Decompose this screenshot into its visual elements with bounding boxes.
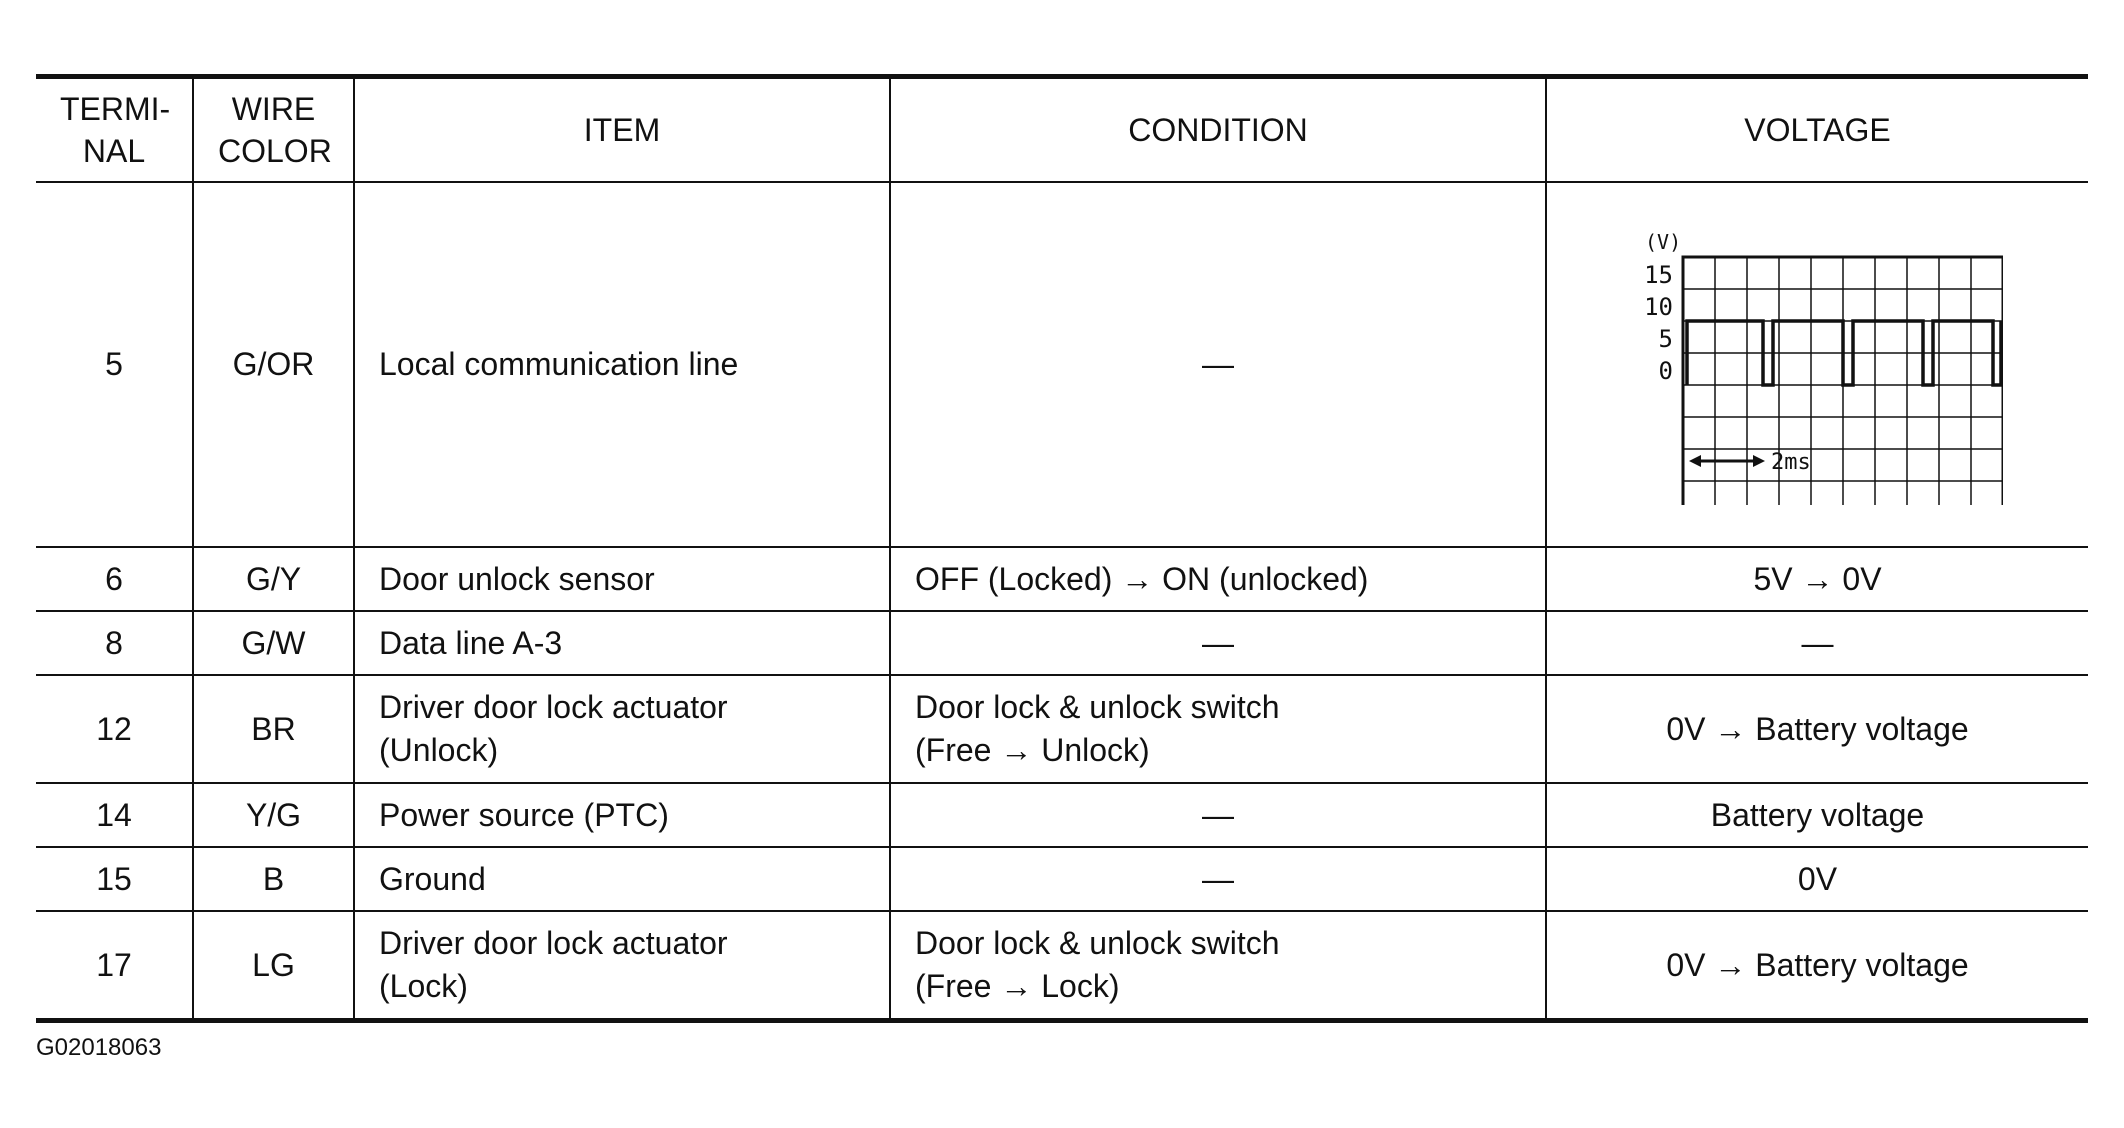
y-tick-10: 10 xyxy=(1643,292,1673,321)
time-scale-arrow-icon xyxy=(1689,455,1765,467)
item-cell: Local communication line xyxy=(354,182,890,547)
terminal-cell: 15 xyxy=(36,847,193,911)
item-cell: Door unlock sensor xyxy=(354,547,890,611)
header-wire-color-line2: COLOR xyxy=(218,133,332,169)
time-scale-label: 2ms xyxy=(1770,449,1811,475)
voltage-cell: 0V → Battery voltage xyxy=(1546,911,2088,1021)
table-row xyxy=(36,847,2088,911)
condition-cell: — xyxy=(890,611,1546,675)
terminal-cell: 8 xyxy=(36,611,193,675)
terminal-cell: 5 xyxy=(36,182,193,547)
condition-line1: Door lock & unlock switch xyxy=(915,689,1280,725)
wire-color-cell: G/W xyxy=(193,611,354,675)
condition-cell: — xyxy=(890,783,1546,847)
condition-cell: — xyxy=(890,847,1546,911)
header-terminal-line1: TERMI- xyxy=(60,91,171,127)
header-voltage: VOLTAGE xyxy=(1546,77,2088,183)
y-tick-15: 15 xyxy=(1643,260,1673,289)
wire-color-cell: B xyxy=(193,847,354,911)
table-row xyxy=(36,611,2088,675)
terminal-cell: 6 xyxy=(36,547,193,611)
condition-cell: OFF (Locked) → ON (unlocked) xyxy=(890,547,1546,611)
header-row xyxy=(36,77,2088,183)
voltage-cell: 0V → Battery voltage xyxy=(1546,675,2088,783)
table-row xyxy=(36,182,2088,547)
voltage-cell: Battery voltage xyxy=(1546,783,2088,847)
table-row xyxy=(36,783,2088,847)
item-cell xyxy=(354,675,890,783)
oscilloscope-waveform xyxy=(1633,225,2003,505)
terminal-cell: 12 xyxy=(36,675,193,783)
table-row xyxy=(36,547,2088,611)
terminal-voltage-table xyxy=(36,74,2088,1023)
item-cell: Data line A-3 xyxy=(354,611,890,675)
header-terminal-line2: NAL xyxy=(82,133,146,169)
wire-color-cell: G/OR xyxy=(193,182,354,547)
item-line1: Driver door lock actuator xyxy=(379,925,728,961)
item-cell: Power source (PTC) xyxy=(354,783,890,847)
terminal-cell: 17 xyxy=(36,911,193,1021)
item-line2: (Unlock) xyxy=(379,732,499,768)
header-wire-color xyxy=(193,77,354,183)
voltage-cell: 0V xyxy=(1546,847,2088,911)
condition-cell xyxy=(890,911,1546,1021)
table-row xyxy=(36,911,2088,1021)
y-tick-0: 0 xyxy=(1658,356,1673,385)
y-axis-unit: (V) xyxy=(1644,229,1681,254)
table-row xyxy=(36,675,2088,783)
condition-line2: (Free → Unlock) xyxy=(915,732,1150,768)
condition-cell xyxy=(890,675,1546,783)
wire-color-cell: BR xyxy=(193,675,354,783)
figure-code: G02018063 xyxy=(36,1034,162,1061)
terminal-table-container xyxy=(36,74,2088,1023)
wire-color-cell: Y/G xyxy=(193,783,354,847)
item-cell xyxy=(354,911,890,1021)
condition-line1: Door lock & unlock switch xyxy=(915,925,1280,961)
wire-color-cell: LG xyxy=(193,911,354,1021)
voltage-cell: 5V → 0V xyxy=(1546,547,2088,611)
item-line2: (Lock) xyxy=(379,968,468,1004)
header-item: ITEM xyxy=(354,77,890,183)
voltage-waveform-cell xyxy=(1546,182,2088,547)
item-line1: Driver door lock actuator xyxy=(379,689,728,725)
header-wire-color-line1: WIRE xyxy=(231,91,316,127)
terminal-cell: 14 xyxy=(36,783,193,847)
item-cell: Ground xyxy=(354,847,890,911)
wire-color-cell: G/Y xyxy=(193,547,354,611)
voltage-cell: — xyxy=(1546,611,2088,675)
condition-line2: (Free → Lock) xyxy=(915,968,1120,1004)
y-tick-5: 5 xyxy=(1658,324,1673,353)
header-condition: CONDITION xyxy=(890,77,1546,183)
condition-cell: — xyxy=(890,182,1546,547)
header-terminal xyxy=(36,77,193,183)
